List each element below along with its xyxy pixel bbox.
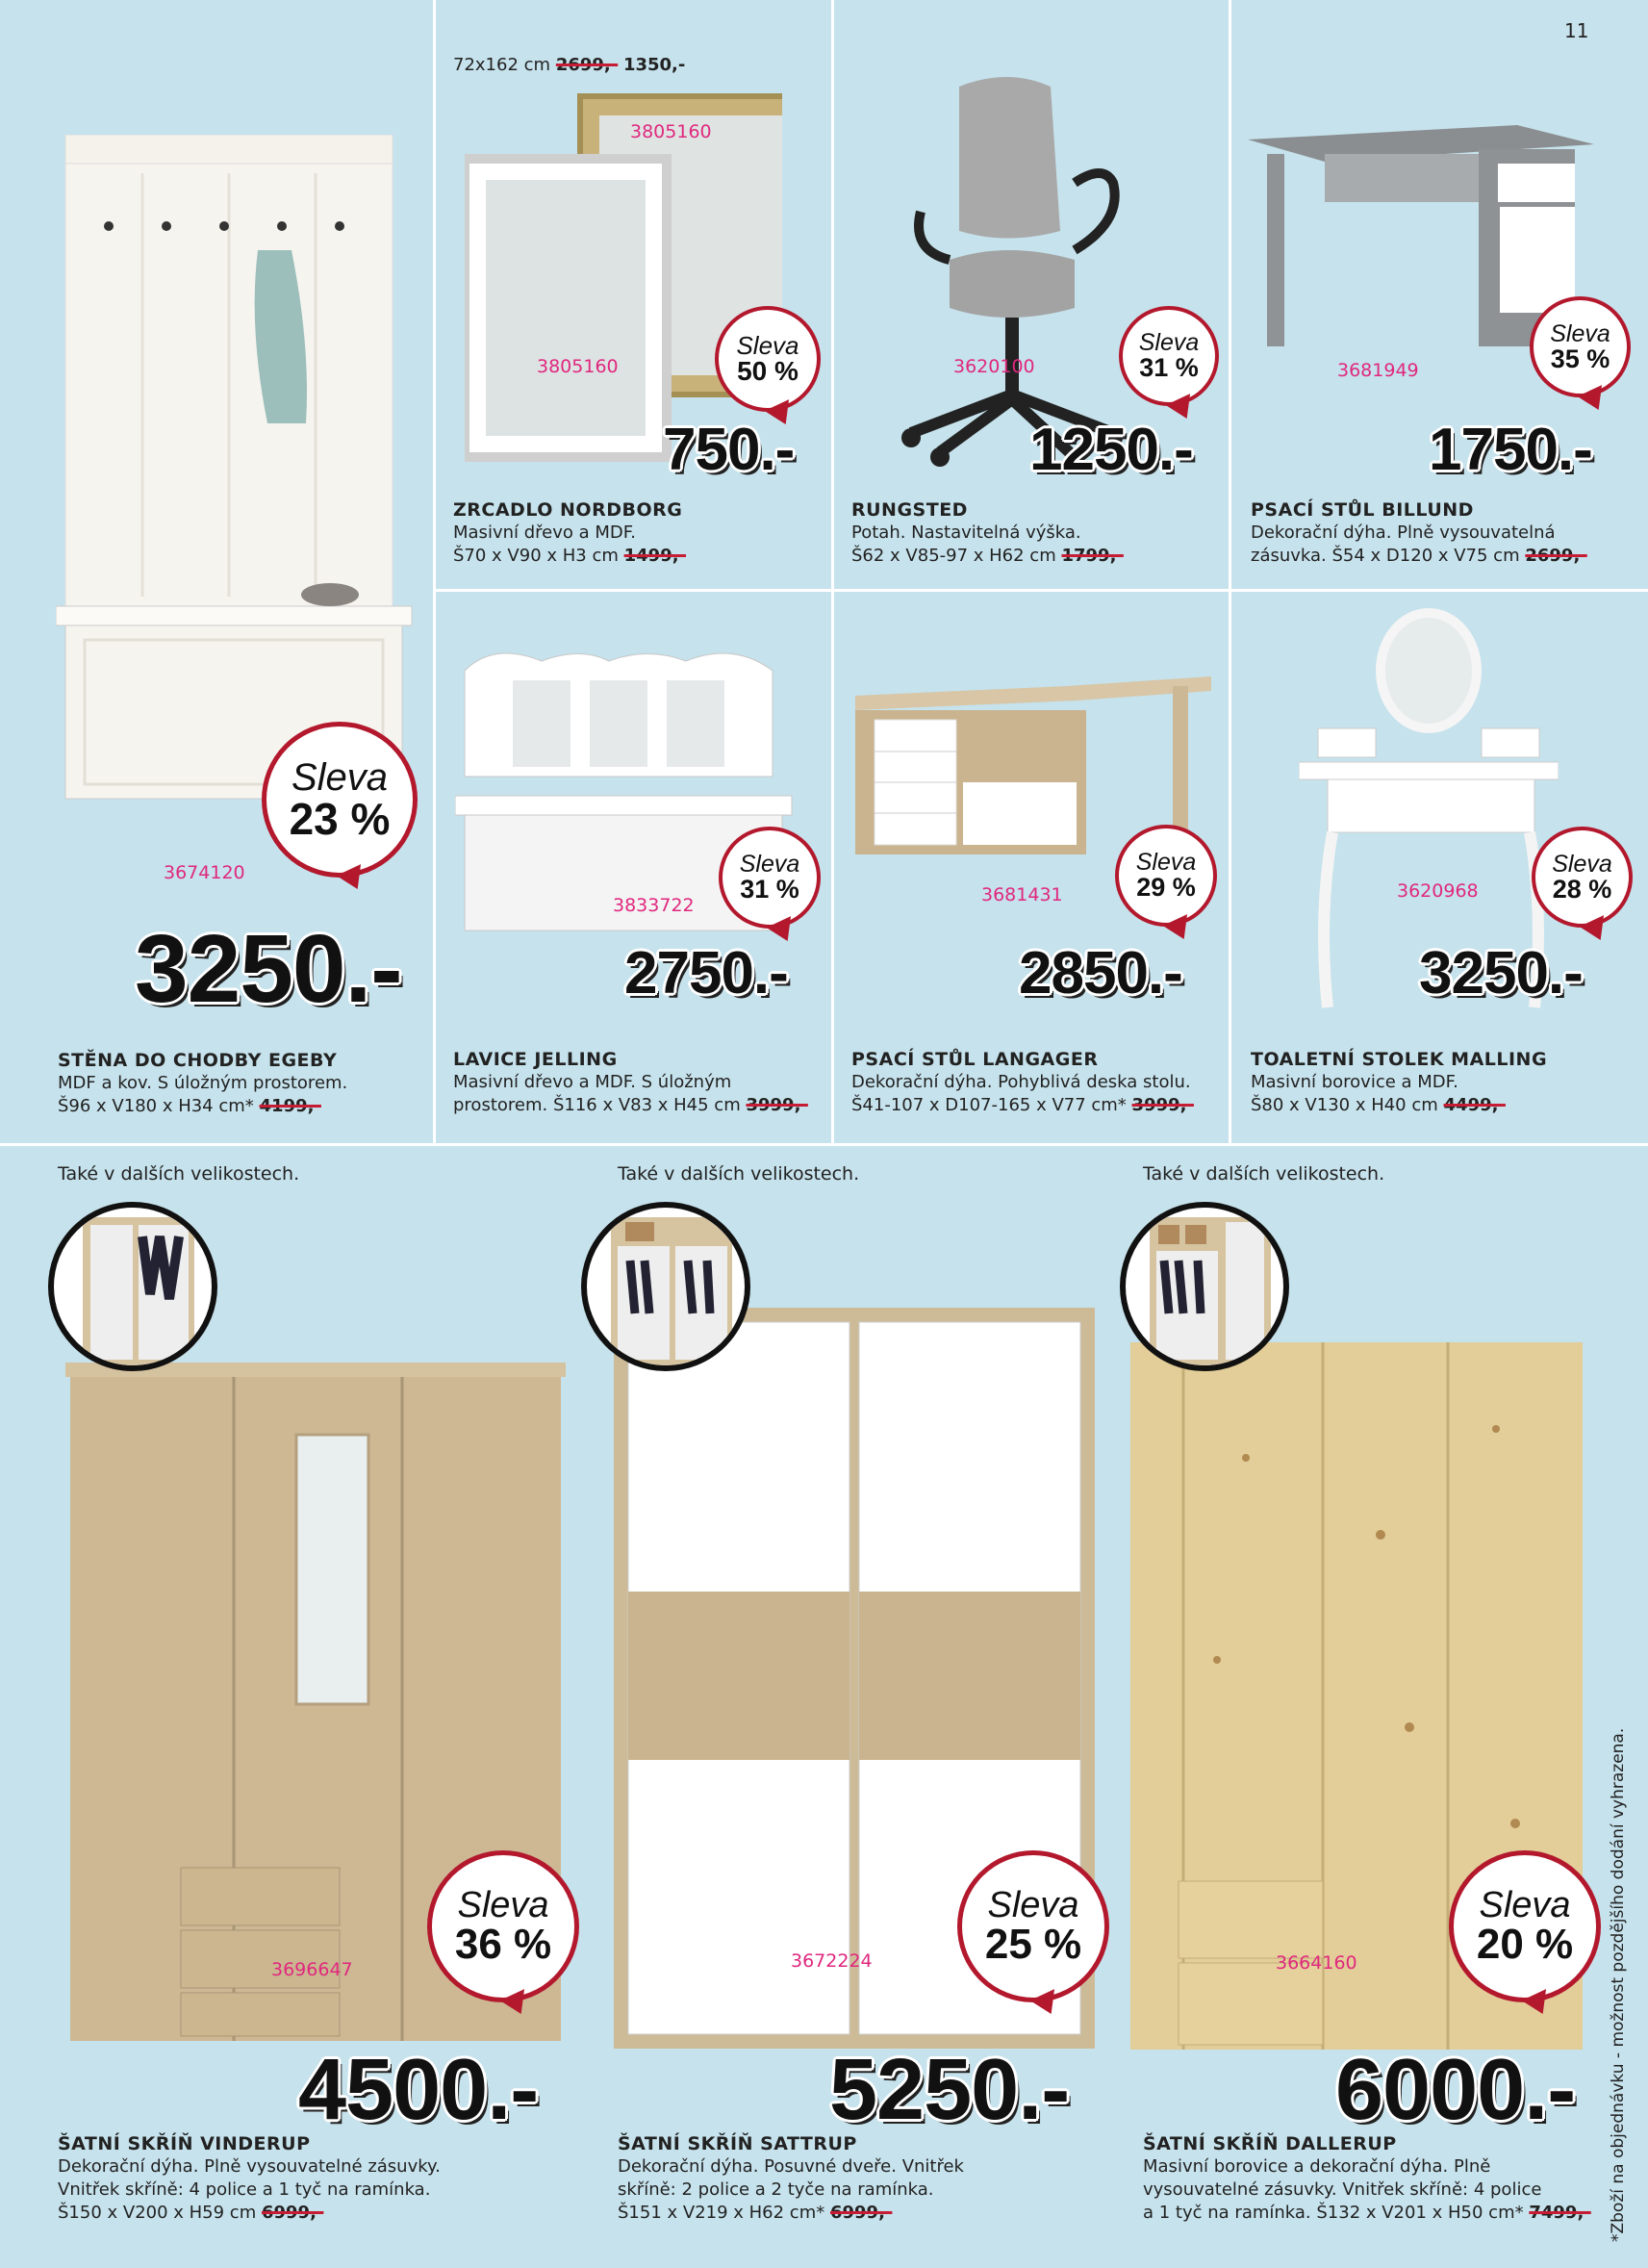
price: 4500.- — [298, 2042, 539, 2138]
badge-percent: 36 % — [454, 1921, 552, 1968]
product-dims: a 1 tyč na ramínka. Š132 x V201 x H50 cm* — [1143, 2203, 1524, 2223]
product-desc: vysouvatelné zásuvky. Vnitřek skříně: 4 police — [1143, 2179, 1542, 2200]
price: 1750.- — [1429, 417, 1592, 483]
product-info — [1251, 498, 1587, 568]
product-egeby[interactable] — [0, 0, 433, 1145]
product-malling[interactable] — [1231, 592, 1648, 1143]
product-desc: Dekorační dýha. Plně vysouvatelná — [1251, 522, 1556, 543]
badge-label: Sleva — [1135, 849, 1197, 876]
desk-image — [1248, 87, 1594, 346]
product-rungsted[interactable] — [834, 0, 1229, 589]
product-desc: Dekorační dýha. Pohyblivá deska stolu. — [851, 1072, 1191, 1092]
product-dims: Š80 x V130 x H40 cm — [1251, 1095, 1438, 1115]
product-name: ZRCADLO NORDBORG — [453, 499, 683, 521]
product-desc: Masivní dřevo a MDF. — [453, 522, 636, 543]
also-in-sizes: Také v dalších velikostech. — [618, 1163, 860, 1185]
product-dims: zásuvka. Š54 x D120 x V75 cm — [1251, 546, 1520, 566]
badge-label: Sleva — [739, 851, 800, 878]
discount-badge — [1115, 825, 1217, 927]
old-price: 2699,- — [1525, 546, 1587, 566]
product-info — [58, 1049, 347, 1118]
product-code: 3805160 — [537, 356, 619, 377]
price: 6000.- — [1335, 2042, 1576, 2138]
product-name: ŠATNÍ SKŘÍŇ VINDERUP — [58, 2133, 311, 2154]
size-price-line — [453, 54, 685, 77]
product-code: 3620968 — [1397, 880, 1479, 902]
product-desc: skříně: 2 police a 2 tyče na ramínka. — [618, 2179, 934, 2200]
product-info — [851, 498, 1124, 568]
price: 3250.- — [1419, 940, 1583, 1007]
product-sattrup[interactable] — [568, 1146, 1126, 2268]
discount-badge — [262, 722, 418, 878]
old-price: 6999,- — [829, 2203, 893, 2223]
discount-badge — [1530, 296, 1631, 397]
interior-inset — [1120, 1202, 1289, 1371]
product-dims: prostorem. Š116 x V83 x H45 cm — [453, 1095, 741, 1115]
price: 3250.- — [135, 915, 402, 1023]
product-vinderup[interactable] — [0, 1146, 568, 2268]
office-chair-image — [882, 67, 1142, 471]
product-code: 3681949 — [1337, 360, 1419, 381]
product-name: LAVICE JELLING — [453, 1049, 618, 1070]
product-dims: Š70 x V90 x H3 cm — [453, 546, 619, 566]
product-desc: Vnitřek skříně: 4 police a 1 tyč na ramínka. — [58, 2179, 431, 2200]
product-name: ŠATNÍ SKŘÍŇ SATTRUP — [618, 2133, 857, 2154]
product-dims: Š62 x V85-97 x H62 cm — [851, 546, 1056, 566]
discount-badge — [427, 1850, 579, 2002]
page-number: 11 — [1564, 19, 1589, 42]
product-name: TOALETNÍ STOLEK MALLING — [1251, 1049, 1548, 1070]
product-info — [1251, 1048, 1547, 1117]
badge-label: Sleva — [1138, 329, 1200, 356]
badge-label: Sleva — [1550, 319, 1610, 347]
product-desc: Masivní borovice a dekorační dýha. Plně — [1143, 2156, 1491, 2177]
price: 1250.- — [1029, 417, 1193, 483]
discount-badge — [1532, 827, 1633, 928]
product-code: 3664160 — [1276, 1952, 1357, 1974]
old-price: 7499,- — [1529, 2203, 1591, 2223]
product-dims: Š96 x V180 x H34 cm* — [58, 1096, 254, 1116]
badge-label: Sleva — [1479, 1885, 1571, 1925]
old-price: 3999,- — [746, 1095, 808, 1115]
badge-percent: 35 % — [1550, 344, 1610, 373]
product-nordborg[interactable] — [436, 0, 831, 589]
badge-label: Sleva — [291, 756, 389, 799]
badge-percent: 31 % — [740, 875, 799, 904]
product-dallerup[interactable] — [1126, 1146, 1648, 2268]
product-code: 3805160 — [630, 121, 712, 142]
also-in-sizes: Také v dalších velikostech. — [58, 1163, 300, 1185]
old-price: 4199,- — [259, 1096, 321, 1116]
badge-label: Sleva — [987, 1885, 1079, 1925]
product-dims: Š41-107 x D107-165 x V77 cm* — [851, 1095, 1127, 1115]
product-code: 3681431 — [981, 884, 1063, 905]
badge-label: Sleva — [1552, 850, 1612, 878]
old-price: 1499,- — [623, 546, 687, 566]
old-price: 4499,- — [1443, 1095, 1506, 1115]
product-desc: Masivní dřevo a MDF. S úložným — [453, 1072, 732, 1092]
price: 750.- — [663, 417, 795, 483]
badge-percent: 31 % — [1139, 353, 1199, 382]
discount-badge — [957, 1850, 1109, 2002]
badge-percent: 23 % — [289, 794, 391, 844]
product-info — [851, 1048, 1194, 1117]
badge-percent: 28 % — [1552, 874, 1612, 904]
product-dims: Š150 x V200 x H59 cm — [58, 2203, 257, 2223]
product-code: 3672224 — [791, 1950, 873, 1972]
mirror-image — [465, 91, 782, 467]
product-info — [58, 2132, 441, 2225]
product-code: 3674120 — [164, 862, 245, 883]
hallway-wall-image — [56, 135, 414, 808]
price: 2850.- — [1019, 940, 1182, 1007]
badge-percent: 50 % — [737, 356, 799, 386]
product-info — [1143, 2132, 1591, 2225]
size-old-price: 2699,- — [555, 55, 619, 75]
product-info — [453, 498, 686, 568]
product-desc: MDF a kov. S úložným prostorem. — [58, 1073, 348, 1093]
product-name: PSACÍ STŮL LANGAGER — [851, 1049, 1099, 1070]
price: 5250.- — [829, 2042, 1070, 2138]
footnote: *Zboží na objednávku - možnost pozdějšího dodání vyhrazena. — [1609, 1727, 1628, 2242]
product-info — [453, 1048, 808, 1117]
product-langager[interactable] — [834, 592, 1229, 1143]
interior-inset — [48, 1202, 217, 1371]
old-price: 6999,- — [261, 2203, 324, 2223]
product-desc: Masivní borovice a MDF. — [1251, 1072, 1458, 1092]
old-price: 3999,- — [1131, 1095, 1194, 1115]
size-label: 72x162 cm — [453, 55, 551, 75]
product-jelling[interactable] — [436, 592, 831, 1143]
discount-badge — [715, 306, 821, 412]
product-code: 3620100 — [953, 356, 1035, 377]
product-code: 3696647 — [271, 1959, 353, 1980]
discount-badge — [1119, 306, 1219, 406]
badge-label: Sleva — [736, 331, 799, 360]
interior-icon — [54, 1208, 217, 1371]
discount-badge — [1449, 1850, 1601, 2002]
badge-percent: 20 % — [1476, 1921, 1574, 1968]
interior-inset — [581, 1202, 750, 1371]
discount-badge — [719, 827, 821, 929]
badge-percent: 25 % — [984, 1921, 1082, 1968]
price: 2750.- — [624, 940, 788, 1007]
product-name: RUNGSTED — [851, 499, 968, 521]
product-desc: Potah. Nastavitelná výška. — [851, 522, 1081, 543]
badge-label: Sleva — [457, 1885, 549, 1925]
product-code: 3833722 — [613, 895, 695, 916]
badge-percent: 29 % — [1136, 873, 1196, 902]
size-new-price: 1350,- — [622, 55, 686, 75]
also-in-sizes: Také v dalších velikostech. — [1143, 1163, 1385, 1185]
product-dims: Š151 x V219 x H62 cm* — [618, 2203, 825, 2223]
product-desc: Dekorační dýha. Plně vysouvatelné zásuvky. — [58, 2156, 441, 2177]
product-info — [618, 2132, 964, 2225]
product-name: ŠATNÍ SKŘÍŇ DALLERUP — [1143, 2133, 1397, 2154]
product-billund[interactable] — [1231, 0, 1648, 589]
product-name: STĚNA DO CHODBY EGEBY — [58, 1050, 338, 1071]
old-price: 1799,- — [1061, 546, 1124, 566]
product-name: PSACÍ STŮL BILLUND — [1251, 499, 1474, 521]
product-desc: Dekorační dýha. Posuvné dveře. Vnitřek — [618, 2156, 964, 2177]
